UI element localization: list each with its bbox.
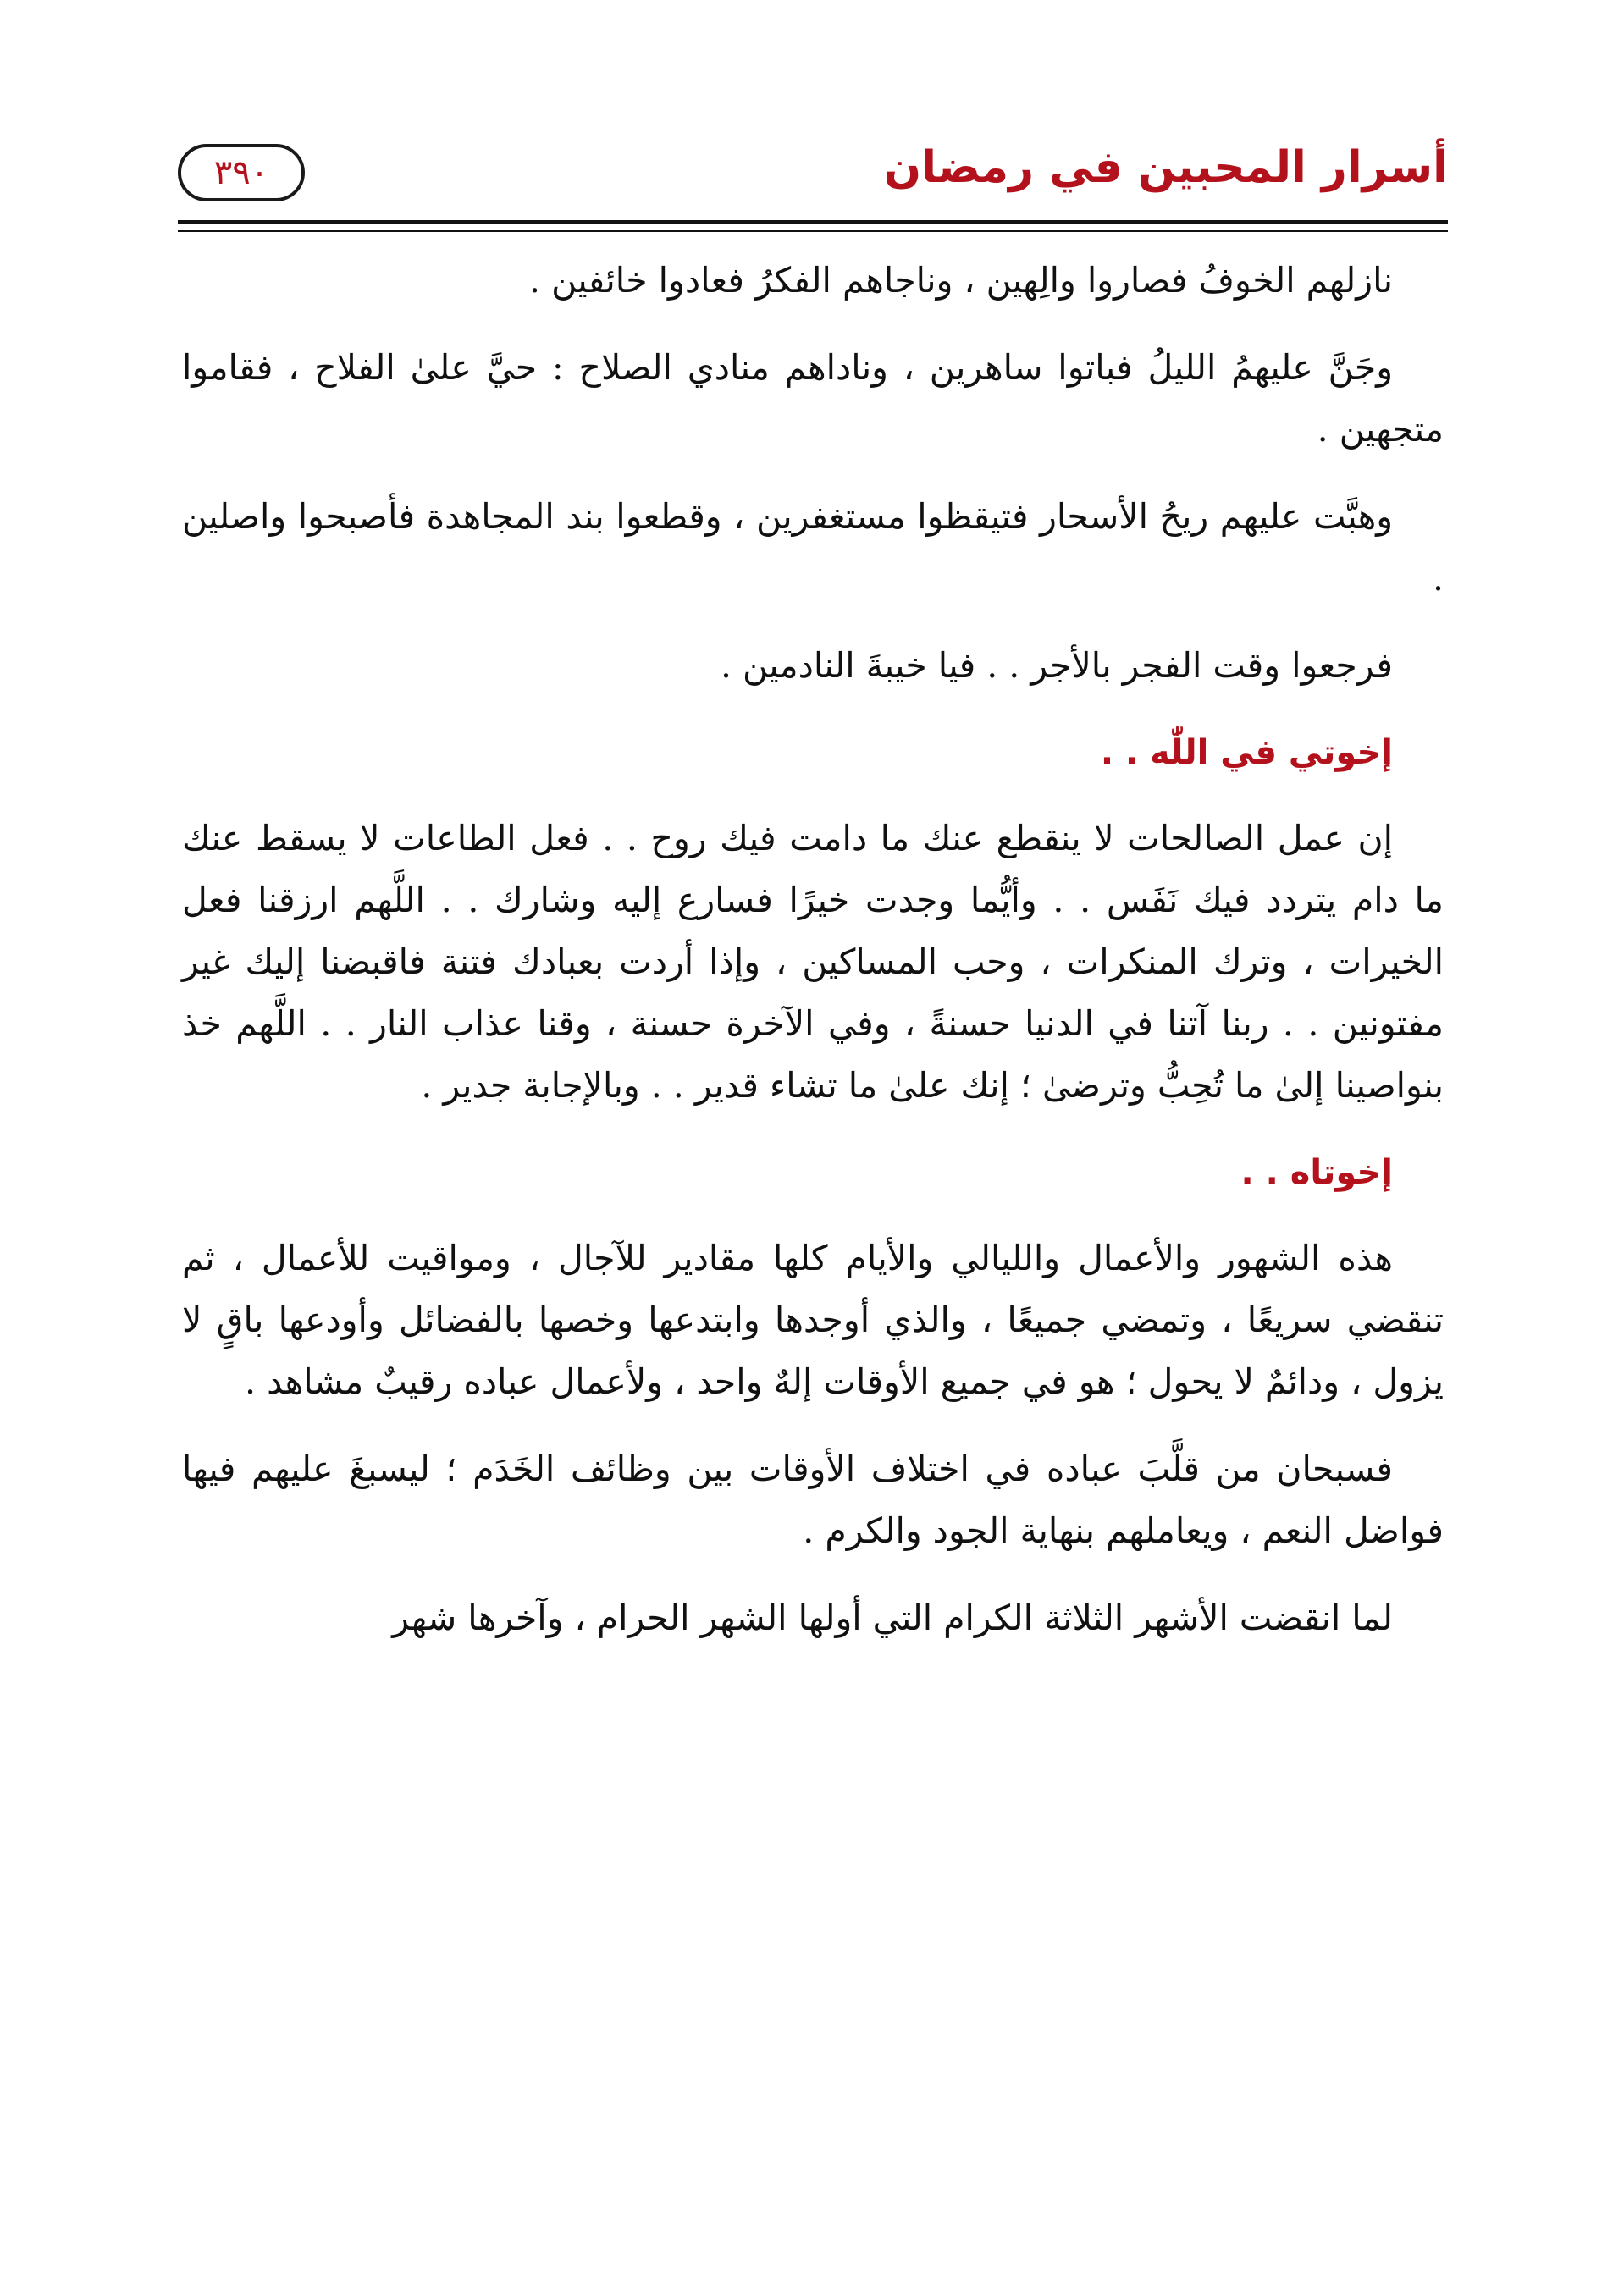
page-number: ٣٩٠ xyxy=(213,153,269,192)
header-rule-thick xyxy=(178,220,1448,224)
page-header xyxy=(178,127,1448,224)
paragraph-4: فرجعوا وقت الفجر بالأجر . . فيا خيبةَ النادمين . xyxy=(720,645,1393,686)
page-body xyxy=(182,250,1444,1675)
page-number-badge xyxy=(178,144,305,201)
header-rule-thin xyxy=(178,230,1448,232)
running-title: أسرار المحبين في رمضان xyxy=(883,142,1448,193)
section-heading-1: إخوتي في اللّٰه . . xyxy=(1100,733,1393,772)
paragraph-2: وجَنَّ عليهمُ الليلُ فباتوا ساهرين ، وناداهم منادي الصلاح : حيَّ علىٰ الفلاح ، فقاموا متجهين . xyxy=(182,347,1444,450)
paragraph-6: هذه الشهور والأعمال والليالي والأيام كلها مقادير للآجال ، ومواقيت للأعمال ، ثم تنقضي سريعًا ، وتمضي جميعًا ، والذي أوجدها وابتدعها وخصها بالفضائل وأودعها باقٍ لا يزول ، ودائمٌ لا يحول ؛ هو في جميع الأوقات إلهٌ واحد ، ولأعمال عباده رقيبٌ مشاهد . xyxy=(182,1238,1444,1402)
paragraph-7: فسبحان من قلَّبَ عباده في اختلاف الأوقات بين وظائف الخَدَم ؛ ليسبغَ عليهم فيها فواضل النعم ، ويعاملهم بنهاية الجود والكرم . xyxy=(182,1449,1444,1551)
paragraph-3: وهبَّت عليهم ريحُ الأسحار فتيقظوا مستغفرين ، وقطعوا بند المجاهدة فأصبحوا واصلين . xyxy=(182,496,1444,599)
paragraph-8: لما انقضت الأشهر الثلاثة الكرام التي أولها الشهر الحرام ، وآخرها شهر xyxy=(392,1598,1393,1638)
section-heading-2: إخوتاه . . xyxy=(1240,1153,1393,1192)
paragraph-5: إن عمل الصالحات لا ينقطع عنك ما دامت فيك روح . . فعل الطاعات لا يسقط عنك ما دام يتردد فيك نَفَس . . وأيُّما وجدت خيرًا فسارع إليه وشارك . . اللَّهم ارزقنا فعل الخيرات ، وترك المنكرات ، وحب المساكين ، وإذا أردت بعبادك فتنة فاقبضنا إليك غير مفتونين . . ربنا آتنا في الدنيا حسنةً ، وفي الآخرة حسنة ، وقنا عذاب النار . . اللَّهم خذ بنواصينا إلىٰ ما تُحِبُّ وترضىٰ ؛ إنك علىٰ ما تشاء قدير . . وبالإجابة جدير . xyxy=(182,818,1444,1106)
paragraph-1: نازلهم الخوفُ فصاروا والِهين ، وناجاهم الفكرُ فعادوا خائفين . xyxy=(529,260,1393,301)
